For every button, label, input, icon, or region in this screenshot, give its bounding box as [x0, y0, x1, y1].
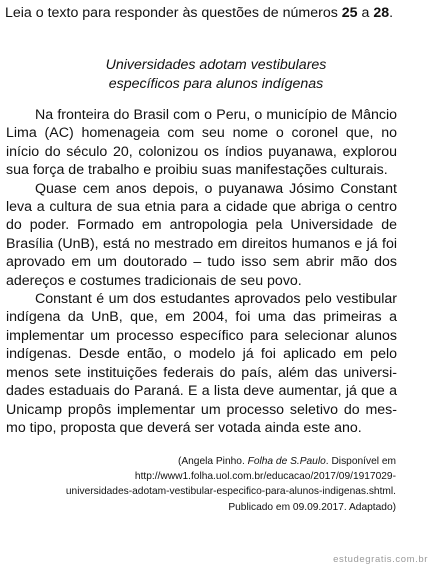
site-watermark: estudegratis.com.br	[333, 554, 428, 565]
citation-line-1	[0, 454, 396, 469]
citation-url-line-2: universidades-adotam-vestibular-especifico-para-alunos-indigenas.shtml.	[65, 486, 396, 498]
citation-publication-date: Publicado em 09.09.2017. Adaptado)	[228, 501, 396, 513]
article-title-line-1: Universidades adotam vestibulares	[105, 57, 327, 73]
citation-url-line-1: http://www1.folha.uol.com.br/educacao/2017/09/1917029-	[134, 471, 396, 483]
question-instruction	[5, 4, 393, 22]
article-paragraph-2: Quase cem anos depois, o puyanawa Jósimo Constant leva a cultura de sua etnia para a cidade que abriga o centro do poder. Formado em antropologia pela Universidade de Brasília (UnB), está no mestrado em direitos humanos e já foi aprovado em um doutorado – tudo isso sem abrir mão dos adereços e costumes tradicionais de seu povo.	[6, 180, 397, 289]
citation-author: (Angela Pinho.	[177, 456, 248, 467]
article-title-line-2: específicos para alunos indígenas	[108, 76, 324, 92]
instruction-suffix: .	[389, 5, 394, 21]
question-number-end: 28	[373, 5, 390, 21]
citation-publication: Folha de S.Paulo	[247, 456, 326, 467]
question-number-start: 25	[341, 5, 358, 21]
article-title	[0, 56, 432, 94]
citation-availability: . Disponível em	[325, 456, 396, 467]
article-paragraph-1: Na fronteira do Brasil com o Peru, o município de Mâncio Lima (AC) homenageia com seu nome o coronel que, no início do século 20, colonizou os índios puyanawa, explorou sua força de trabalho e proibiu suas manifestações culturais.	[6, 107, 397, 179]
article-body	[6, 106, 397, 437]
instruction-text: Leia o texto para responder às questões de números	[5, 5, 342, 21]
source-citation	[0, 454, 396, 515]
article-paragraph-3: Constant é um dos estudantes aprovados pelo vestibular indígena da UnB, que, em 2004, foi uma das primeiras a implementar um processo específico para selecionar alunos indígenas. Desde então, o modelo já foi aplicado em pelo menos sete instituições federais do país, além das universidades estaduais do Paraná. E a lista deve aumentar, já que a Unicamp propôs implementar um processo seletivo do mesmo tipo, proposta que deverá ser votada ainda este ano.	[6, 291, 397, 436]
instruction-connector: a	[357, 5, 374, 21]
